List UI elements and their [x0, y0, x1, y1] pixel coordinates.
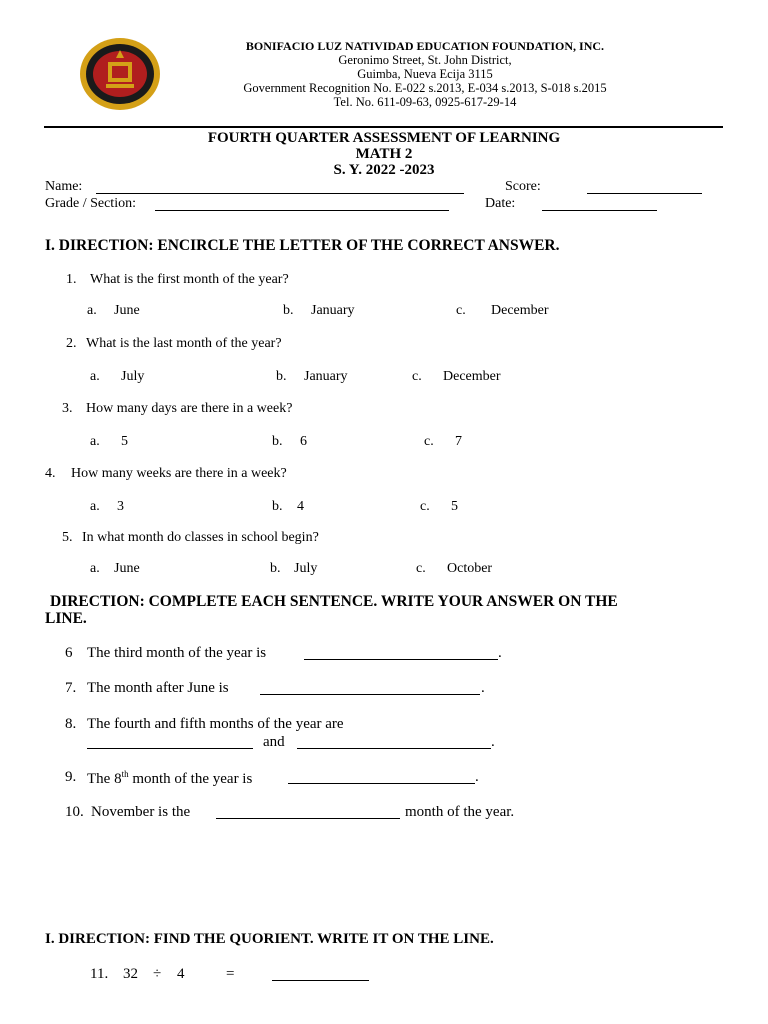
header-divider	[44, 126, 723, 128]
sentence-text: The month after June is	[87, 680, 229, 696]
equals-sign: =	[226, 966, 235, 982]
school-year: S. Y. 2022 -2023	[333, 162, 435, 178]
conjunction-and: and	[263, 734, 285, 750]
direction-quotient: I. DIRECTION: FIND THE QUORIENT. WRITE IT ON THE LINE.	[45, 931, 494, 947]
divisor: 4	[177, 966, 185, 982]
school-seal	[78, 36, 162, 112]
option-text: June	[114, 561, 140, 576]
option-text: January	[311, 303, 355, 318]
option-letter[interactable]: c.	[416, 561, 426, 576]
answer-blank[interactable]	[272, 966, 369, 981]
option-text: January	[304, 369, 348, 384]
sentence-end: .	[491, 734, 495, 750]
option-letter[interactable]: b.	[283, 303, 294, 318]
option-text: 5	[121, 434, 128, 449]
item-number: 10.	[65, 804, 84, 820]
option-letter[interactable]: a.	[90, 561, 100, 576]
option-text: 4	[297, 499, 304, 514]
score-label: Score:	[505, 179, 541, 194]
option-letter[interactable]: c.	[424, 434, 434, 449]
option-text: 5	[451, 499, 458, 514]
option-letter[interactable]: b.	[272, 434, 283, 449]
date-field[interactable]	[542, 196, 657, 211]
grade-section-field[interactable]	[155, 196, 449, 211]
assessment-title: FOURTH QUARTER ASSESSMENT OF LEARNING	[207, 130, 561, 146]
item-number: 6	[65, 645, 73, 661]
option-letter[interactable]: b.	[276, 369, 287, 384]
answer-blank[interactable]	[297, 734, 491, 749]
sentence-text	[87, 769, 252, 788]
question-number: 1.	[66, 272, 77, 287]
option-text: 3	[117, 499, 124, 514]
question-number: 3.	[62, 401, 73, 416]
question-text: How many weeks are there in a week?	[71, 466, 287, 481]
score-field[interactable]	[587, 179, 702, 194]
option-text: December	[443, 369, 501, 384]
answer-blank[interactable]	[304, 645, 498, 660]
option-letter[interactable]: a.	[90, 369, 100, 384]
sentence-text-pre: The 8	[87, 771, 122, 787]
sentence-text: The fourth and fifth months of the year are	[87, 716, 344, 732]
phone-line: Tel. No. 611-09-63, 0925-617-29-14	[333, 95, 517, 109]
sentence-end: .	[475, 769, 479, 785]
name-label: Name:	[45, 179, 83, 194]
ordinal-suffix: th	[121, 769, 129, 779]
option-letter[interactable]: a.	[90, 499, 100, 514]
school-seal-icon	[78, 36, 162, 112]
option-letter[interactable]: c.	[456, 303, 466, 318]
address-line-1: Geronimo Street, St. John District,	[338, 53, 512, 67]
subject-title: MATH 2	[355, 146, 413, 162]
sentence-end: .	[481, 680, 485, 696]
item-number: 7.	[65, 680, 77, 696]
option-text: July	[294, 561, 318, 576]
option-text: October	[447, 561, 493, 576]
date-label: Date:	[485, 196, 516, 211]
question-text: What is the first month of the year?	[90, 272, 289, 287]
option-letter[interactable]: a.	[87, 303, 97, 318]
option-letter[interactable]: b.	[270, 561, 281, 576]
option-text: June	[114, 303, 140, 318]
option-letter[interactable]: c.	[412, 369, 422, 384]
item-number: 11.	[90, 966, 109, 982]
sentence-text: The third month of the year is	[87, 645, 267, 661]
option-text: December	[491, 303, 549, 318]
item-number: 8.	[65, 716, 77, 732]
option-letter[interactable]: a.	[90, 434, 100, 449]
answer-blank[interactable]	[260, 680, 480, 695]
option-letter[interactable]: c.	[420, 499, 430, 514]
sentence-text: November is the	[91, 804, 191, 820]
option-letter[interactable]: b.	[272, 499, 283, 514]
question-number: 5.	[62, 530, 73, 545]
direction-complete-cont: LINE.	[45, 610, 87, 627]
address-line-2: Guimba, Nueva Ecija 3115	[357, 67, 493, 81]
question-text: How many days are there in a week?	[86, 401, 293, 416]
answer-blank[interactable]	[87, 734, 253, 749]
name-field[interactable]	[96, 179, 464, 194]
question-text: In what month do classes in school begin?	[82, 530, 319, 545]
recognition-line: Government Recognition No. E-022 s.2013, E-034 s.2013, S-018 s.2015	[243, 81, 607, 95]
grade-section-label: Grade / Section:	[45, 196, 136, 211]
option-text: 7	[455, 434, 462, 449]
item-number: 9.	[65, 769, 77, 785]
question-number: 2.	[66, 336, 77, 351]
direction-complete: DIRECTION: COMPLETE EACH SENTENCE. WRITE YOUR ANSWER ON THE	[50, 593, 618, 610]
question-number: 4.	[45, 466, 56, 481]
dividend: 32	[123, 966, 138, 982]
direction-encircle: I. DIRECTION: ENCIRCLE THE LETTER OF THE CORRECT ANSWER.	[45, 237, 560, 254]
org-name: BONIFACIO LUZ NATIVIDAD EDUCATION FOUNDATION, INC.	[245, 39, 605, 53]
answer-blank[interactable]	[288, 769, 475, 784]
answer-blank[interactable]	[216, 804, 400, 819]
option-text: July	[121, 369, 145, 384]
sentence-end: .	[498, 645, 502, 661]
sentence-text-post: month of the year is	[128, 771, 253, 787]
division-sign: ÷	[153, 966, 162, 982]
sentence-after: month of the year.	[405, 804, 515, 820]
option-text: 6	[300, 434, 307, 449]
question-text: What is the last month of the year?	[86, 336, 282, 351]
